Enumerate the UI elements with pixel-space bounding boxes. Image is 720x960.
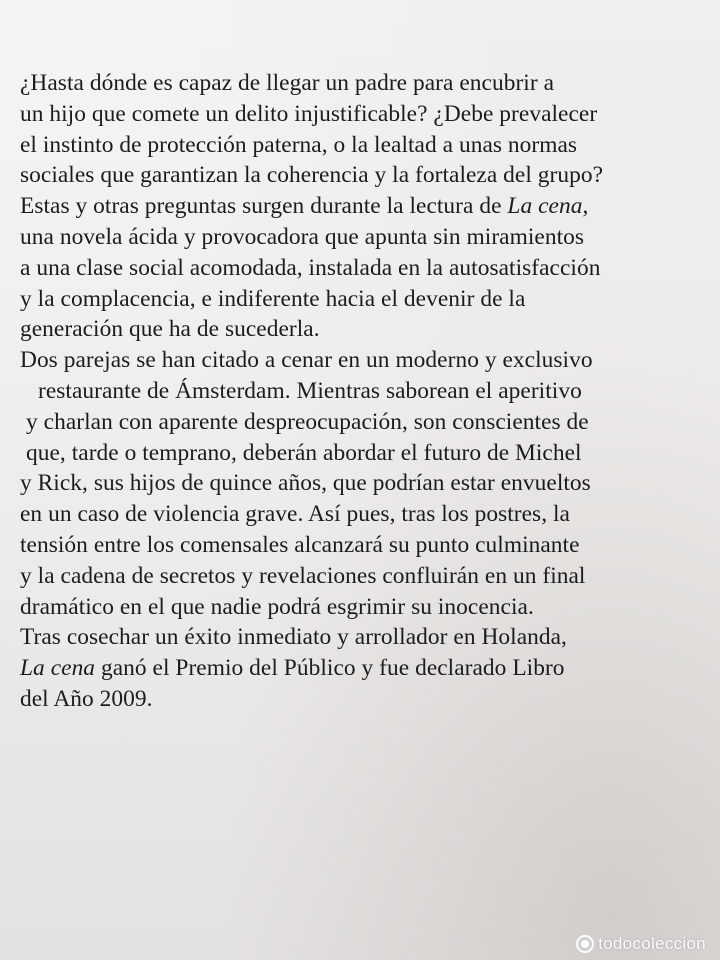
text-line: [20, 407, 700, 438]
text-line: [20, 314, 700, 345]
text-line: [20, 99, 700, 130]
text-line: [20, 622, 700, 653]
text-line: [20, 592, 700, 623]
text-segment: dramático en el que nadie podrá esgrimir su inocencia.: [20, 593, 534, 620]
text-segment: y charlan con aparente despreocupación, son conscientes de: [26, 408, 589, 435]
text-segment: Dos parejas se han citado a cenar en un moderno y exclusivo: [20, 347, 593, 374]
text-segment: a una clase social acomodada, instalada en la autosatisfacción: [20, 254, 601, 281]
text-segment: tensión entre los comensales alcanzará su punto culminante: [20, 531, 580, 558]
watermark: [576, 934, 706, 954]
text-segment: que, tarde o temprano, deberán abordar el futuro de Michel: [26, 439, 582, 466]
text-segment: una novela ácida y provocadora que apunta sin miramientos: [20, 223, 585, 250]
text-line: [20, 376, 700, 407]
text-segment: ,: [582, 193, 589, 220]
watermark-label: todocoleccion: [598, 934, 706, 953]
text-line: [20, 684, 700, 715]
todocoleccion-logo-icon: [576, 935, 594, 953]
book-title-italic: La cena: [20, 655, 96, 682]
text-segment: del Año 2009.: [20, 685, 153, 712]
book-title-italic: La cena: [507, 193, 583, 220]
text-segment: ganó el Premio del Público y fue declarado Libro: [95, 655, 565, 682]
text-segment: restaurante de Ámsterdam. Mientras saborean el aperitivo: [38, 377, 582, 404]
text-line: [20, 653, 700, 684]
text-segment: Tras cosechar un éxito inmediato y arrollador en Holanda,: [20, 624, 567, 651]
text-segment: un hijo que comete un delito injustificable? ¿Debe prevalecer: [20, 100, 598, 127]
text-line: [20, 222, 700, 253]
synopsis-text: [20, 68, 700, 715]
text-segment: y la complacencia, e indiferente hacia el devenir de la: [20, 285, 526, 312]
text-line: [20, 438, 700, 469]
text-line: [20, 530, 700, 561]
text-segment: y la cadena de secretos y revelaciones confluirán en un final: [20, 562, 586, 589]
text-line: [20, 284, 700, 315]
text-line: [20, 499, 700, 530]
text-line: [20, 160, 700, 191]
text-segment: y Rick, sus hijos de quince años, que podrían estar envueltos: [20, 470, 591, 497]
text-line: [20, 345, 700, 376]
text-segment: Estas y otras preguntas surgen durante la lectura de: [20, 193, 508, 220]
text-line: [20, 468, 700, 499]
text-line: [20, 253, 700, 284]
text-segment: sociales que garantizan la coherencia y la fortaleza del grupo?: [20, 162, 604, 189]
text-segment: en un caso de violencia grave. Así pues, tras los postres, la: [20, 501, 570, 528]
text-segment: ¿Hasta dónde es capaz de llegar un padre para encubrir a: [20, 70, 554, 96]
text-line: [20, 191, 700, 222]
text-segment: generación que ha de sucederla.: [20, 316, 320, 343]
text-line: [20, 68, 700, 99]
text-line: [20, 130, 700, 161]
text-segment: el instinto de protección paterna, o la lealtad a unas normas: [20, 131, 578, 158]
text-line: [20, 561, 700, 592]
